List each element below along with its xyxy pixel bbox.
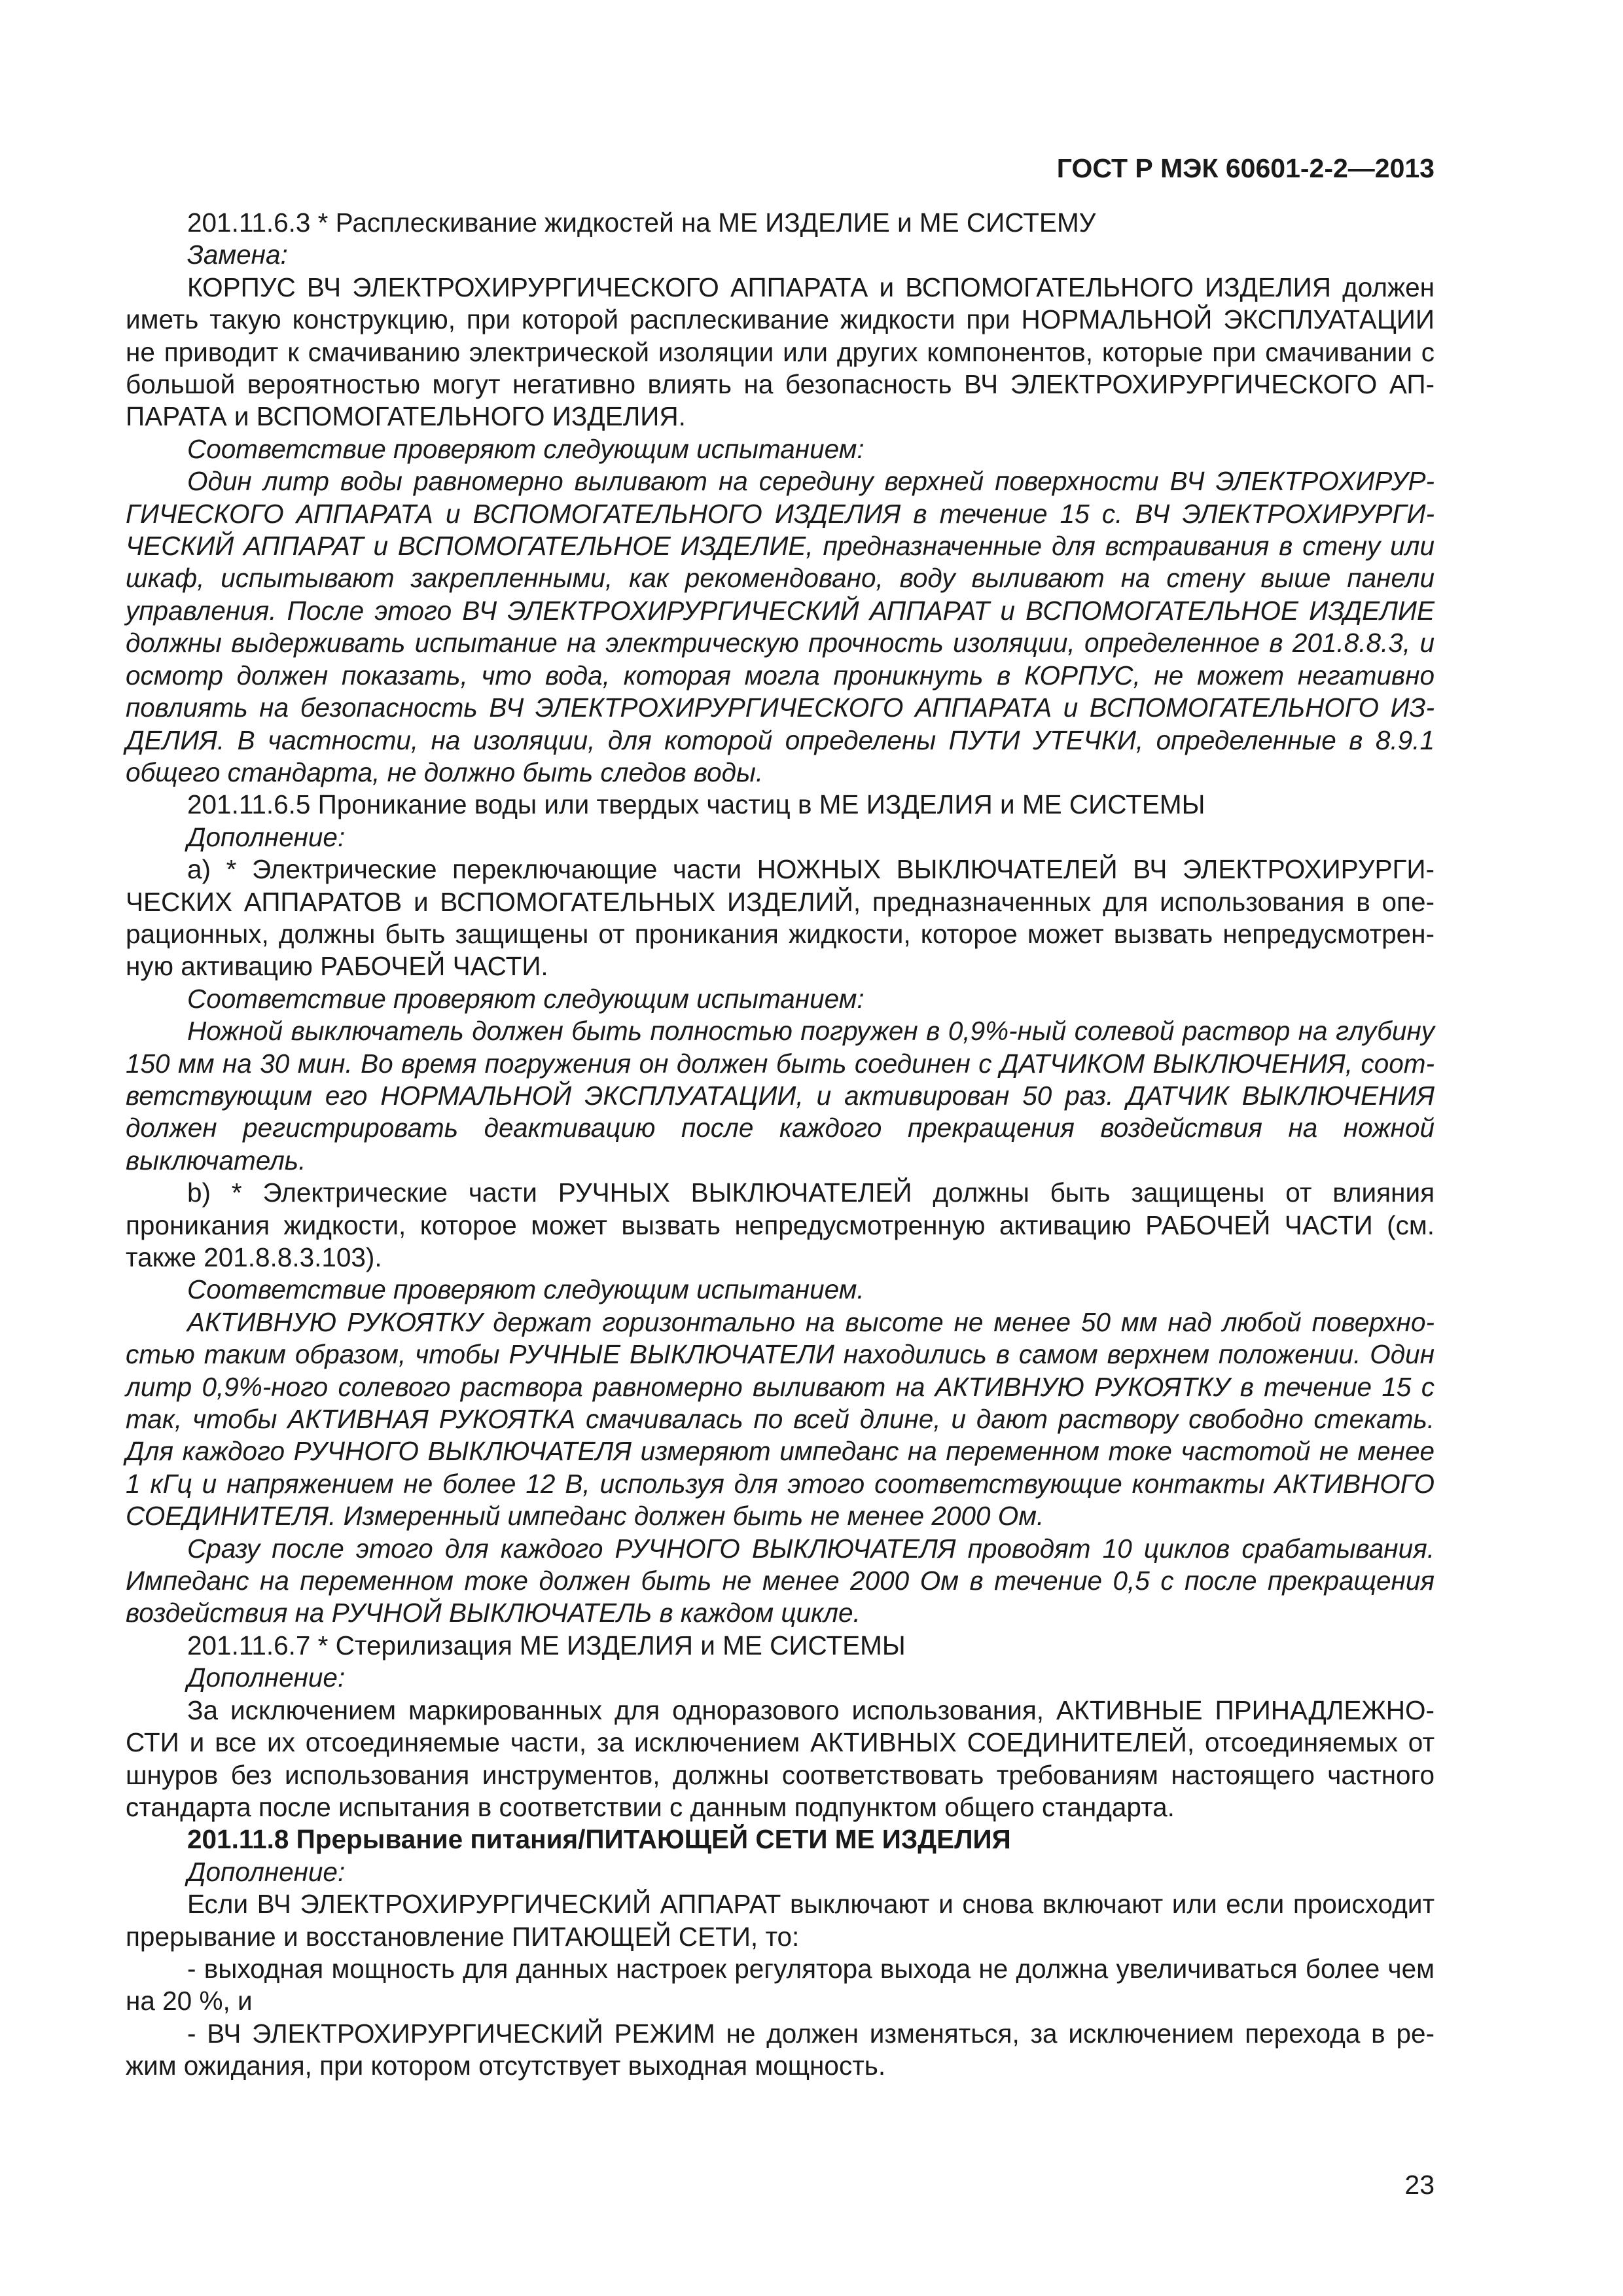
compliance-label: Соответствие проверяют следующим испытанием: bbox=[187, 983, 865, 1014]
amendment-label: Дополнение: bbox=[187, 1662, 346, 1693]
test-procedure: АКТИВНУЮ РУКОЯТКУ держат горизонтально на высоте не менее 50 мм над любой поверхностью таким образом, чтобы РУЧНЫЕ ВЫКЛЮЧАТЕЛИ находились в самом верхнем положении. Один литр 0,9%-ного солевого раствора равномерно выливают на АКТИВНУЮ РУКОЯТКУ в течение 15 с так, чтобы АКТИВНАЯ РУКОЯТКА смачивалась по всей длине, и дают раствору свободно стекать. Для каждого РУЧНОГО ВЫКЛЮЧАТЕЛЯ измеряют импеданс на переменном токе частотой не менее 1 кГц и напряжением не более 12 В, используя для этого соответствующие контакты АКТИВНОГО СОЕДИНИТЕЛЯ. Измеренный импеданс должен быть не менее 2000 Ом. bbox=[126, 1306, 1435, 1532]
body-paragraph: За исключением маркированных для одноразового использования, АКТИВНЫЕ ПРИНАДЛЕЖНОСТИ и все их отсоединяемые части, за исключением АКТИВНЫХ СОЕДИНИТЕЛЕЙ, отсоединяемых от шнуров без использования инструментов, должны соответствовать требованиям настоящего частного стандарта после испытания в соответствии с данным подпунктом общего стандарта. bbox=[126, 1695, 1435, 1822]
clause-heading: 201.11.6.7 * Стерилизация МЕ ИЗДЕЛИЯ и МЕ СИСТЕМЫ bbox=[187, 1630, 906, 1660]
document-page bbox=[126, 0, 1435, 2296]
body-paragraph: Если ВЧ ЭЛЕКТРОХИРУРГИЧЕСКИЙ АППАРАТ выключают и снова включают или если происходит прерывание и восстановление ПИТАЮЩЕЙ СЕТИ, то: bbox=[126, 1889, 1435, 1952]
test-procedure: Сразу после этого для каждого РУЧНОГО ВЫКЛЮЧАТЕЛЯ проводят 10 циклов срабатывания. Импеданс на переменном токе должен быть не менее 2000 Ом в течение 0,5 с после прекращения воздействия на РУЧНОЙ ВЫКЛЮЧАТЕЛЬ в каждом цикле. bbox=[126, 1533, 1435, 1628]
compliance-label: Соответствие проверяют следующим испытанием. bbox=[187, 1274, 865, 1305]
clause-heading: 201.11.6.5 Проникание воды или твердых частиц в МЕ ИЗДЕЛИЯ и МЕ СИСТЕМЫ bbox=[187, 789, 1205, 820]
document-body bbox=[126, 207, 1435, 2083]
body-paragraph: КОРПУС ВЧ ЭЛЕКТРОХИРУРГИЧЕСКОГО АППАРАТА и ВСПОМОГАТЕЛЬНОГО ИЗДЕЛИЯ должен иметь такую конструкцию, при которой расплескивание жидкости при НОРМАЛЬНОЙ ЭКСПЛУАТАЦИИ не приводит к смачиванию электрической изоляции или других компонентов, которые при смачивании с большой вероятностью могут негативно влиять на безопасность ВЧ ЭЛЕКТРОХИРУРГИЧЕСКОГО АППАРАТА и ВСПОМОГАТЕЛЬНОГО ИЗДЕЛИЯ. bbox=[126, 272, 1435, 432]
list-item: - ВЧ ЭЛЕКТРОХИРУРГИЧЕСКИЙ РЕЖИМ не должен изменяться, за исключением перехода в режим ожидания, при котором отсутствует выходная мощность. bbox=[126, 2018, 1435, 2081]
page-number: 23 bbox=[1404, 2170, 1435, 2200]
list-item: - выходная мощность для данных настроек регулятора выхода не должна увеличиваться более чем на 20 %, и bbox=[126, 1953, 1435, 2017]
section-heading: 201.11.8 Прерывание питания/ПИТАЮЩЕЙ СЕТИ МЕ ИЗДЕЛИЯ bbox=[187, 1824, 1011, 1855]
body-paragraph: a) * Электрические переключающие части НОЖНЫХ ВЫКЛЮЧАТЕЛЕЙ ВЧ ЭЛЕКТРОХИРУРГИЧЕСКИХ АППАРАТОВ и ВСПОМОГАТЕЛЬНЫХ ИЗДЕЛИЙ, предназначенных для использования в операционных, должны быть защищены от проникания жидкости, которое может вызвать непредусмотренную активацию РАБОЧЕЙ ЧАСТИ. bbox=[126, 854, 1435, 982]
compliance-label: Соответствие проверяют следующим испытанием: bbox=[187, 433, 865, 464]
clause-heading: 201.11.6.3 * Расплескивание жидкостей на МЕ ИЗДЕЛИЕ и МЕ СИСТЕМУ bbox=[187, 207, 1096, 238]
amendment-label: Дополнение: bbox=[187, 821, 346, 852]
standard-header: ГОСТ Р МЭК 60601-2-2—2013 bbox=[1056, 153, 1435, 183]
amendment-label: Дополнение: bbox=[187, 1856, 346, 1887]
amendment-label: Замена: bbox=[187, 240, 288, 270]
body-paragraph: b) * Электрические части РУЧНЫХ ВЫКЛЮЧАТЕЛЕЙ должны быть защищены от влияния проникания жидкости, которое может вызвать непредусмотренную активацию РАБОЧЕЙ ЧАСТИ (см. также 201.8.8.3.103). bbox=[126, 1177, 1435, 1272]
test-procedure: Ножной выключатель должен быть полностью погружен в 0,9%-ный солевой раствор на глубину 150 мм на 30 мин. Во время погружения он должен быть соединен с ДАТЧИКОМ ВЫКЛЮЧЕНИЯ, соответствующим его НОРМАЛЬНОЙ ЭКСПЛУАТАЦИИ, и активирован 50 раз. ДАТЧИК ВЫКЛЮЧЕНИЯ должен регистрировать деактивацию после каждого прекращения воздействия на ножной выключатель. bbox=[126, 1016, 1435, 1175]
test-procedure: Один литр воды равномерно выливают на середину верхней поверхности ВЧ ЭЛЕКТРОХИРУРГИЧЕСКОГО АППАРАТА и ВСПОМОГАТЕЛЬНОГО ИЗДЕЛИЯ в течение 15 с. ВЧ ЭЛЕКТРОХИРУРГИЧЕСКИЙ АППАРАТ и ВСПОМОГАТЕЛЬНОЕ ИЗДЕЛИЕ, предназначенные для встраивания в стену или шкаф, испытывают закрепленными, как рекомендовано, воду выливают на стену выше панели управления. После этого ВЧ ЭЛЕКТРОХИРУРГИЧЕСКИЙ АППАРАТ и ВСПОМОГАТЕЛЬНОЕ ИЗДЕЛИЕ должны выдерживать испытание на электрическую прочность изоляции, определенное в 201.8.8.3, и осмотр должен показать, что вода, которая могла проникнуть в КОРПУС, не может негативно повлиять на безопасность ВЧ ЭЛЕКТРОХИРУРГИЧЕСКОГО АППАРАТА и ВСПОМОГАТЕЛЬНОГО ИЗДЕЛИЯ. В частности, на изоляции, для которой определены ПУТИ УТЕЧКИ, определенные в 8.9.1 общего стандарта, не должно быть следов воды. bbox=[126, 466, 1435, 787]
